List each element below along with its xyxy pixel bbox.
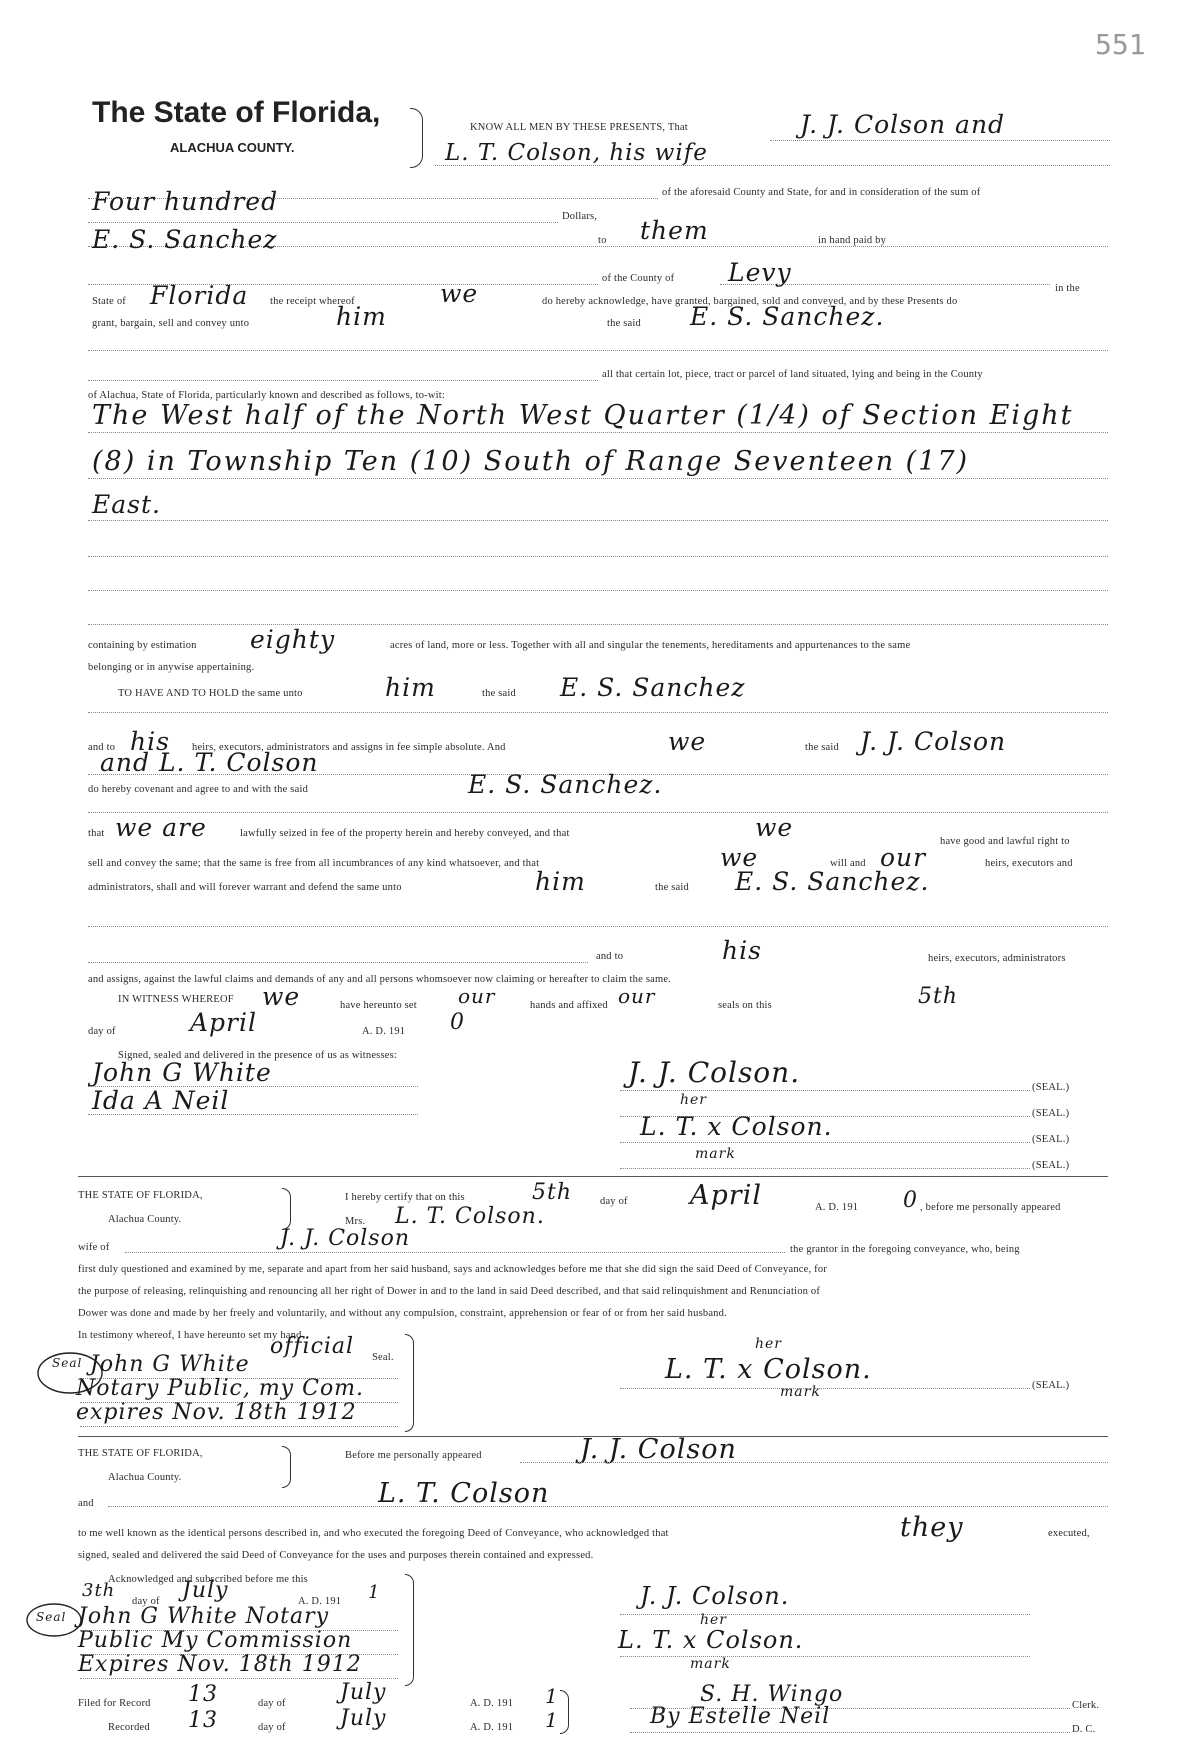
- to-value-hw: them: [640, 216, 709, 245]
- state-title: The State of Florida,: [92, 96, 381, 129]
- cert2-known: to me well known as the identical persons described in, and who executed the foregoing Deed of Conveyance, who acknowledged that: [78, 1528, 669, 1539]
- cert2-mark-hw: mark: [690, 1656, 731, 1672]
- seized-who-hw: we: [755, 813, 794, 842]
- clerk-name-hw: S. H. Wingo: [700, 1682, 844, 1707]
- hands-text: hands and affixed: [530, 1000, 608, 1011]
- covenant-name-hw: E. S. Sanchez.: [468, 770, 663, 799]
- state-value-hw: Florida: [150, 281, 249, 310]
- cert1-brace: [282, 1188, 291, 1230]
- fill-line: [88, 478, 1108, 479]
- sig2-hw: L. T. x Colson.: [640, 1112, 833, 1141]
- fill-line: [620, 1142, 1030, 1143]
- cert2-executed: executed,: [1048, 1528, 1090, 1539]
- filed-day-of: day of: [258, 1698, 286, 1709]
- cert1-month-hw: April: [690, 1180, 762, 1211]
- receipt-who-hw: we: [440, 279, 479, 308]
- cert2-notary2-hw: Public My Commission: [78, 1628, 353, 1653]
- cert2-month-hw: July: [182, 1578, 229, 1603]
- cert1-year-hw: 0: [903, 1188, 918, 1213]
- fill-line: [620, 1168, 1030, 1169]
- cert2-state: THE STATE OF FLORIDA,: [78, 1448, 203, 1459]
- in-hand-text: in hand paid by: [818, 235, 887, 246]
- seal-label: (SEAL.): [1032, 1160, 1070, 1171]
- cert1-official-hw: official: [270, 1334, 355, 1359]
- hereby-text: do hereby acknowledge, have granted, bargained, sold and conveyed, and by these Presents do: [542, 296, 958, 307]
- cert1-state: THE STATE OF FLORIDA,: [78, 1190, 203, 1201]
- cert1-notary-brace: [405, 1334, 414, 1432]
- fill-line: [88, 812, 1108, 813]
- receipt-text: the receipt whereof: [270, 296, 355, 307]
- county-value-hw: Levy: [728, 258, 792, 287]
- cert1-body2: the purpose of releasing, relinquishing and renouncing all her right of Dower in and to the land in said Deed described, and that said relinquishment and Renunciation of: [78, 1286, 821, 1297]
- rec-day-hw: 13: [188, 1708, 218, 1733]
- cert1-sig-hw: L. T. x Colson.: [665, 1354, 872, 1385]
- fill-line: [88, 590, 1108, 591]
- cert1-mrs-hw: L. T. Colson.: [395, 1204, 545, 1229]
- cert1-seal-label: (SEAL.): [1032, 1380, 1070, 1391]
- desc-line3-hw: East.: [92, 490, 161, 519]
- fill-line: [125, 1252, 785, 1253]
- grantor-b-hw: and L. T. Colson: [100, 748, 319, 777]
- fill-line: [88, 222, 558, 223]
- fill-line: [630, 1732, 1070, 1733]
- section-divider: [78, 1176, 1108, 1177]
- cert2-brace: [282, 1446, 291, 1488]
- that-who-hw: we are: [115, 813, 207, 842]
- defend-name-hw: E. S. Sanchez.: [735, 867, 930, 896]
- cert1-ad: A. D. 191: [815, 1202, 859, 1213]
- cert1-seal-stamp-hw: Seal: [52, 1356, 83, 1370]
- grantor2-hw: L. T. Colson, his wife: [445, 140, 708, 166]
- day-of-text: day of: [88, 1026, 116, 1037]
- cert1-day-hw: 5th: [532, 1180, 573, 1205]
- fill-line: [88, 432, 1108, 433]
- and-to2-text: and to: [596, 951, 624, 962]
- witness2-hw: Ida A Neil: [92, 1086, 230, 1115]
- witness-who-hw: we: [262, 982, 301, 1011]
- desc-line1-hw: The West half of the North West Quarter (1/4) of Section Eight: [92, 400, 1074, 431]
- filed-year-hw: 1: [545, 1684, 559, 1708]
- containing-text: containing by estimation: [88, 640, 197, 651]
- and-to-text: and to: [88, 742, 116, 753]
- her-hw: her: [680, 1092, 707, 1108]
- fill-line: [720, 284, 1050, 285]
- seal-label: (SEAL.): [1032, 1082, 1070, 1093]
- fill-line: [88, 556, 1108, 557]
- acres-text: acres of land, more or less. Together with all and singular the tenements, hereditaments and appurtenances to the same: [390, 640, 911, 651]
- cert1-day-of: day of: [600, 1196, 628, 1207]
- fill-line: [88, 624, 1108, 625]
- sell-who-hw: we: [720, 843, 759, 872]
- fill-line: [80, 1678, 398, 1679]
- filed-day-hw: 13: [188, 1682, 218, 1707]
- page-number: 551: [1095, 28, 1146, 61]
- seized-text: lawfully seized in fee of the property herein and hereby conveyed, and that: [240, 828, 570, 839]
- cert2-sig2-hw: L. T. x Colson.: [618, 1626, 804, 1654]
- day-value-hw: 5th: [918, 984, 959, 1009]
- rec-year-hw: 1: [545, 1708, 559, 1732]
- seal-label: (SEAL.): [1032, 1134, 1070, 1145]
- cert2-ack: Acknowledged and subscribed before me this: [108, 1574, 308, 1585]
- grant-who-hw: him: [336, 302, 387, 331]
- cert2-county: Alachua County.: [108, 1472, 182, 1483]
- cert1-husband-hw: J. J. Colson: [280, 1226, 411, 1251]
- grantor1-hw: J. J. Colson and: [800, 110, 1006, 139]
- defend-who-hw: him: [535, 867, 586, 896]
- will-who-hw: our: [880, 843, 927, 872]
- fill-line: [770, 140, 1110, 141]
- fill-line: [520, 1462, 1108, 1463]
- cert2-her-hw: her: [700, 1612, 727, 1628]
- fill-line: [88, 380, 598, 381]
- of-alachua-text: of Alachua, State of Florida, particularly known and described as follows, to-wit:: [88, 390, 445, 401]
- heirs-text: heirs, executors, administrators and assigns in fee simple absolute. And: [192, 742, 506, 753]
- cert1-county: Alachua County.: [108, 1214, 182, 1225]
- administrators-text: administrators, shall and will forever warrant and defend the same unto: [88, 882, 402, 893]
- mark-hw: mark: [695, 1146, 736, 1162]
- cert1-testimony: In testimony whereof, I have hereunto set my hand: [78, 1330, 302, 1341]
- that-text: that: [88, 828, 105, 839]
- rec-month-hw: July: [340, 1706, 387, 1731]
- the-said-text: the said: [482, 688, 516, 699]
- payer-hw: E. S. Sanchez: [92, 225, 278, 254]
- cert1-seal-word: Seal.: [372, 1352, 394, 1363]
- cert2-name1-hw: J. J. Colson: [580, 1434, 737, 1465]
- ad-text: A. D. 191: [362, 1026, 406, 1037]
- cert1-body3: Dower was done and made by her freely and voluntarily, and without any compulsion, constraint, apprehension or fear of or from her said husband.: [78, 1308, 727, 1319]
- heirs3-text: heirs, executors, administrators: [928, 953, 1066, 964]
- sig1-hw: J. J. Colson.: [628, 1056, 801, 1089]
- county-of-text: of the County of: [602, 273, 675, 284]
- have-who-hw: him: [385, 673, 436, 702]
- assigns-text: and assigns, against the lawful claims and demands of any and all persons whomsoever now claiming or hereafter to claim the same.: [88, 974, 672, 985]
- fill-line: [620, 1656, 1030, 1657]
- cert2-sig1-hw: J. J. Colson.: [640, 1582, 790, 1610]
- desc-line2-hw: (8) in Township Ten (10) South of Range Seventeen (17): [92, 446, 970, 477]
- cert2-ad: A. D. 191: [298, 1596, 342, 1607]
- fill-line: [620, 1090, 1030, 1091]
- dc-name-hw: By Estelle Neil: [650, 1704, 831, 1729]
- filed-text: Filed for Record: [78, 1698, 151, 1709]
- to-have-text: TO HAVE AND TO HOLD the same unto: [118, 688, 303, 699]
- fill-line: [88, 520, 1108, 521]
- seals-text: seals on this: [718, 1000, 772, 1011]
- seal-label: (SEAL.): [1032, 1108, 1070, 1119]
- have-name-hw: E. S. Sanchez: [560, 673, 746, 702]
- cert2-notary3-hw: Expires Nov. 18th 1912: [78, 1652, 362, 1677]
- cert1-grantor: the grantor in the foregoing conveyance, who, being: [790, 1244, 1020, 1255]
- will-and-text: will and: [830, 858, 866, 869]
- cert1-mrs: Mrs.: [345, 1216, 366, 1227]
- fill-line: [108, 1506, 1108, 1507]
- belonging-text: belonging or in anywise appertaining.: [88, 662, 255, 673]
- in-witness-text: IN WITNESS WHEREOF: [118, 994, 234, 1005]
- cert2-before: Before me personally appeared: [345, 1450, 482, 1461]
- fill-line: [88, 1114, 418, 1115]
- month-hw: April: [190, 1008, 257, 1037]
- cert1-notary2-hw: Notary Public, my Com.: [76, 1376, 365, 1401]
- dollars-text: Dollars,: [562, 211, 598, 222]
- and-to-who-hw: his: [130, 727, 170, 756]
- fill-line: [435, 165, 1110, 166]
- cert1-before: , before me personally appeared: [920, 1202, 1061, 1213]
- cert2-day-hw: 3th: [82, 1580, 116, 1601]
- have-hereunto-text: have hereunto set: [340, 1000, 417, 1011]
- signed-text: Signed, sealed and delivered in the presence of us as witnesses:: [118, 1050, 398, 1061]
- cert2-signed: signed, sealed and delivered the said Deed of Conveyance for the uses and purposes therein contained and expressed.: [78, 1550, 594, 1561]
- know-all-text: KNOW ALL MEN BY THESE PRESENTS, That: [470, 122, 688, 133]
- fill-line: [88, 712, 1108, 713]
- cert1-her-hw: her: [755, 1336, 782, 1352]
- grant-text: grant, bargain, sell and convey unto: [92, 318, 250, 329]
- cert1-notary3-hw: expires Nov. 18th 1912: [76, 1400, 357, 1425]
- cert2-and: and: [78, 1498, 94, 1509]
- clerk-label: Clerk.: [1072, 1700, 1100, 1711]
- dc-label: D. C.: [1072, 1724, 1096, 1735]
- rec-ad: A. D. 191: [470, 1722, 514, 1733]
- cert2-year-hw: 1: [368, 1582, 381, 1603]
- filing-brace: [560, 1690, 569, 1734]
- cert1-notary1-hw: John G White: [90, 1352, 250, 1377]
- the-said-text: the said: [607, 318, 641, 329]
- cert2-day-of: day of: [132, 1596, 160, 1607]
- filed-month-hw: July: [340, 1680, 387, 1705]
- cert2-they-hw: they: [900, 1512, 964, 1543]
- to-text: to: [598, 235, 607, 246]
- witness1-hw: John G White: [92, 1058, 272, 1087]
- fill-line: [88, 926, 1108, 927]
- the-said2-text: the said: [805, 742, 839, 753]
- fill-line: [88, 962, 588, 963]
- cert2-notary1-hw: John G White Notary: [78, 1604, 330, 1629]
- seal-who-hw: our: [618, 984, 656, 1008]
- acres-value-hw: eighty: [250, 625, 336, 654]
- filed-ad: A. D. 191: [470, 1698, 514, 1709]
- cert1-body1: first duly questioned and examined by me, separate and apart from her said husband, says and acknowledges before me that she did sign the said Deed of Conveyance, for: [78, 1264, 828, 1275]
- in-the-text: in the: [1055, 283, 1080, 294]
- cert1-wife-of: wife of: [78, 1242, 110, 1253]
- and-who-hw: we: [668, 727, 707, 756]
- aforesaid-text: of the aforesaid County and State, for and in consideration of the sum of: [662, 187, 981, 198]
- county-title: ALACHUA COUNTY.: [170, 140, 295, 155]
- sell-text: sell and convey the same; that the same is free from all incumbrances of any kind whatsoever, and that: [88, 858, 540, 869]
- rec-day-of: day of: [258, 1722, 286, 1733]
- state-of-text: State of: [92, 296, 126, 307]
- cert1-certify: I hereby certify that on this: [345, 1192, 465, 1203]
- heirs2-text: heirs, executors and: [985, 858, 1073, 869]
- cert2-name2-hw: L. T. Colson: [378, 1478, 550, 1509]
- recorded-text: Recorded: [108, 1722, 150, 1733]
- cert2-seal-stamp-hw: Seal: [36, 1610, 67, 1624]
- cert2-notary-brace: [405, 1574, 414, 1686]
- fill-line: [620, 1388, 1030, 1389]
- grantor-a-hw: J. J. Colson: [860, 727, 1007, 756]
- grantee-hw: E. S. Sanchez.: [690, 302, 885, 331]
- amount-hw: Four hundred: [92, 187, 279, 216]
- fill-line: [80, 1426, 398, 1427]
- year-digit-hw: 0: [450, 1010, 465, 1035]
- covenant-text: do hereby covenant and agree to and with the said: [88, 784, 309, 795]
- fill-line: [88, 350, 1108, 351]
- cert1-mark-hw: mark: [780, 1384, 821, 1400]
- the-said3-text: the said: [655, 882, 689, 893]
- hand-who-hw: our: [458, 984, 496, 1008]
- and-to2-who-hw: his: [722, 936, 762, 965]
- header-brace: [410, 108, 423, 168]
- fill-line: [620, 1614, 1030, 1615]
- all-that-text: all that certain lot, piece, tract or parcel of land situated, lying and being in the County: [602, 369, 983, 380]
- good-right-text: have good and lawful right to: [940, 836, 1070, 847]
